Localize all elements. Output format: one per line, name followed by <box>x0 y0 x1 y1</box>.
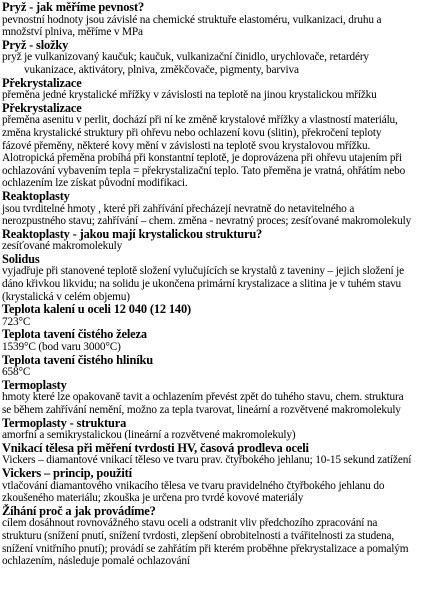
answer-line: se během zahřívání nemění, možno za tepla tvarovat, lineární a rozvětvené makromolekuly <box>2 404 401 416</box>
flashcard-entry <box>2 77 433 102</box>
flashcard-entry <box>2 1 433 39</box>
answer-line: strukturu (snížení pnutí, snížení tvrdosti, zlepšení obrobitelnosti a tvářitelnosti za studena, <box>2 529 395 542</box>
question-heading: Solidus <box>2 251 40 266</box>
question-heading: Pryž - složky <box>2 37 69 52</box>
answer-line-indented: vukanizace, aktivátory, plniva, změkčovače, pigmenty, barviva <box>24 63 299 76</box>
answer-line: snížení vnitřního pnutí); provádí se zahřátím při kterém proběhne překrystalizace a pomalým <box>2 542 409 555</box>
answer-text <box>2 14 433 39</box>
answer-line: zkoušeného materiálu; zkouška je určena pro tvrdé kovové materiály <box>2 492 304 505</box>
flashcard-entry <box>2 102 433 190</box>
answer-line: hmoty které lze opakovaně tavit a ochlazením převést zpět do tuhého stavu, chem. struktura <box>2 391 404 404</box>
answer-line: množství plniva, měříme v MPa <box>2 26 143 39</box>
answer-text <box>2 366 433 379</box>
flashcard-entry <box>2 253 433 303</box>
flashcard-entry <box>2 505 433 568</box>
answer-line: přeměna asenitu v perlit, dochází při ní ke změně krystalové mřížky a vlastností materiálu, <box>2 114 398 127</box>
answer-line: změna krystalické struktury při ohřevu nebo ochlazení kovu (slitin), překročení teploty <box>2 126 382 139</box>
question-heading: Pryž - jak měříme pevnost? <box>2 0 144 14</box>
question-heading: Vickers – princip, použití <box>2 465 132 480</box>
flashcard-entry <box>2 39 433 77</box>
answer-line: 1539°C (bod varu 3000°C) <box>2 341 121 354</box>
flashcard-entry <box>2 190 433 228</box>
answer-line: přeměna jedné krystalické mřížky v závislosti na teplotě na jinou krystalickou mřížku <box>2 89 377 102</box>
answer-text <box>2 517 433 567</box>
answer-line: vtlačování diamantového vnikacího tělesa ve tvaru pravidelného čtyřbokého jehlanu do <box>2 479 385 492</box>
question-heading: Vnikací tělesa při měření tvrdosti HV, časová prodleva oceli <box>2 440 309 455</box>
question-heading: Reaktoplasty - jakou mají krystalickou strukturu? <box>2 226 263 241</box>
answer-line: nerozpustného stavu; zahřívání – chem. změna - nevratný proces; zesíťované makromolekuly <box>2 215 412 228</box>
question-heading: Teplota kalení u oceli 12 040 (12 140) <box>2 302 191 317</box>
answer-text <box>2 203 433 228</box>
answer-line: zesíťované makromolekuly <box>2 240 123 253</box>
answer-line: jsou tvrditelné hmoty , které při zahřívání přecházejí nevratně do netavitelného a <box>2 202 355 215</box>
answer-line: dáno křivkou likvidu; na solidu je ukončena primární krystalizace a slitina je v tuhém stavu <box>2 278 402 291</box>
answer-line: cílem dosáhnout rovnovážného stavu oceli a odstranit vliv předchozího zpracování na <box>2 517 378 530</box>
question-heading: Teplota tavení čistého hliníku <box>2 352 153 367</box>
answer-line: fázové přeměny, některé kovy mění v závislosti na teplotě svou krystalovou mřížku. <box>2 139 371 152</box>
answer-line: vyjadřuje při stanovené teplotě složení vylučujících se krystalů z taveniny – jejich složení je <box>2 265 405 278</box>
answer-text <box>2 265 433 303</box>
answer-line: 723°C <box>2 315 31 328</box>
answer-text <box>2 480 433 505</box>
answer-line: pevnostní hodnoty jsou závislé na chemické struktuře elastoméru, vulkanizaci, druhu a <box>2 13 382 26</box>
answer-line: ochlazením lze získat původní modifikaci. <box>2 177 188 190</box>
question-heading: Překrystalizace <box>2 75 82 90</box>
answer-line: pryž je vulkanizovaný kaučuk; kaučuk, vulkanizační činidlo, urychlovače, retardéry <box>2 51 369 64</box>
flashcard-entry <box>2 303 433 328</box>
flashcard-entry <box>2 379 433 417</box>
answer-line: 658°C <box>2 366 31 379</box>
answer-line: (krystalická v celém objemu) <box>2 290 130 303</box>
question-heading: Reaktoplasty <box>2 188 70 203</box>
flashcard-entry <box>2 442 433 467</box>
answer-text <box>2 89 433 102</box>
question-heading: Termoplasty <box>2 377 67 392</box>
answer-text <box>2 391 433 416</box>
answer-line: ochlazování vybavením tepla = překrystalizační teplo. Tato přeměna je vratná, ohřátím nebo <box>2 164 406 177</box>
flashcard-entry <box>2 328 433 353</box>
answer-line: Vickers – diamantové vnikací těleso ve tvaru prav. čtyřbokého jehlanu; 10-15 sekund zatížení <box>2 454 412 467</box>
answer-text <box>2 114 433 190</box>
question-heading: Teplota tavení čistého železa <box>2 327 147 342</box>
answer-line: amorfní a semikrystalickou (lineární a rozvětvené makromolekuly) <box>2 429 296 442</box>
answer-text <box>2 429 433 442</box>
answer-text <box>2 240 433 253</box>
answer-text <box>2 341 433 354</box>
question-heading: Žíhání proč a jak provádíme? <box>2 503 156 518</box>
flashcard-entry <box>2 417 433 442</box>
flashcard-entry <box>2 467 433 505</box>
flashcard-entry <box>2 228 433 253</box>
answer-text <box>2 51 433 76</box>
question-heading: Překrystalizace <box>2 100 82 115</box>
answer-line: Alotropická přeměna probíhá při konstantní teplotě, je doprovázena při ohřevu utajením při <box>2 152 402 165</box>
question-heading: Termoplasty - struktura <box>2 415 127 430</box>
flashcard-entry <box>2 354 433 379</box>
answer-line: ochlazením, následuje pomalé ochlazování <box>2 555 190 568</box>
